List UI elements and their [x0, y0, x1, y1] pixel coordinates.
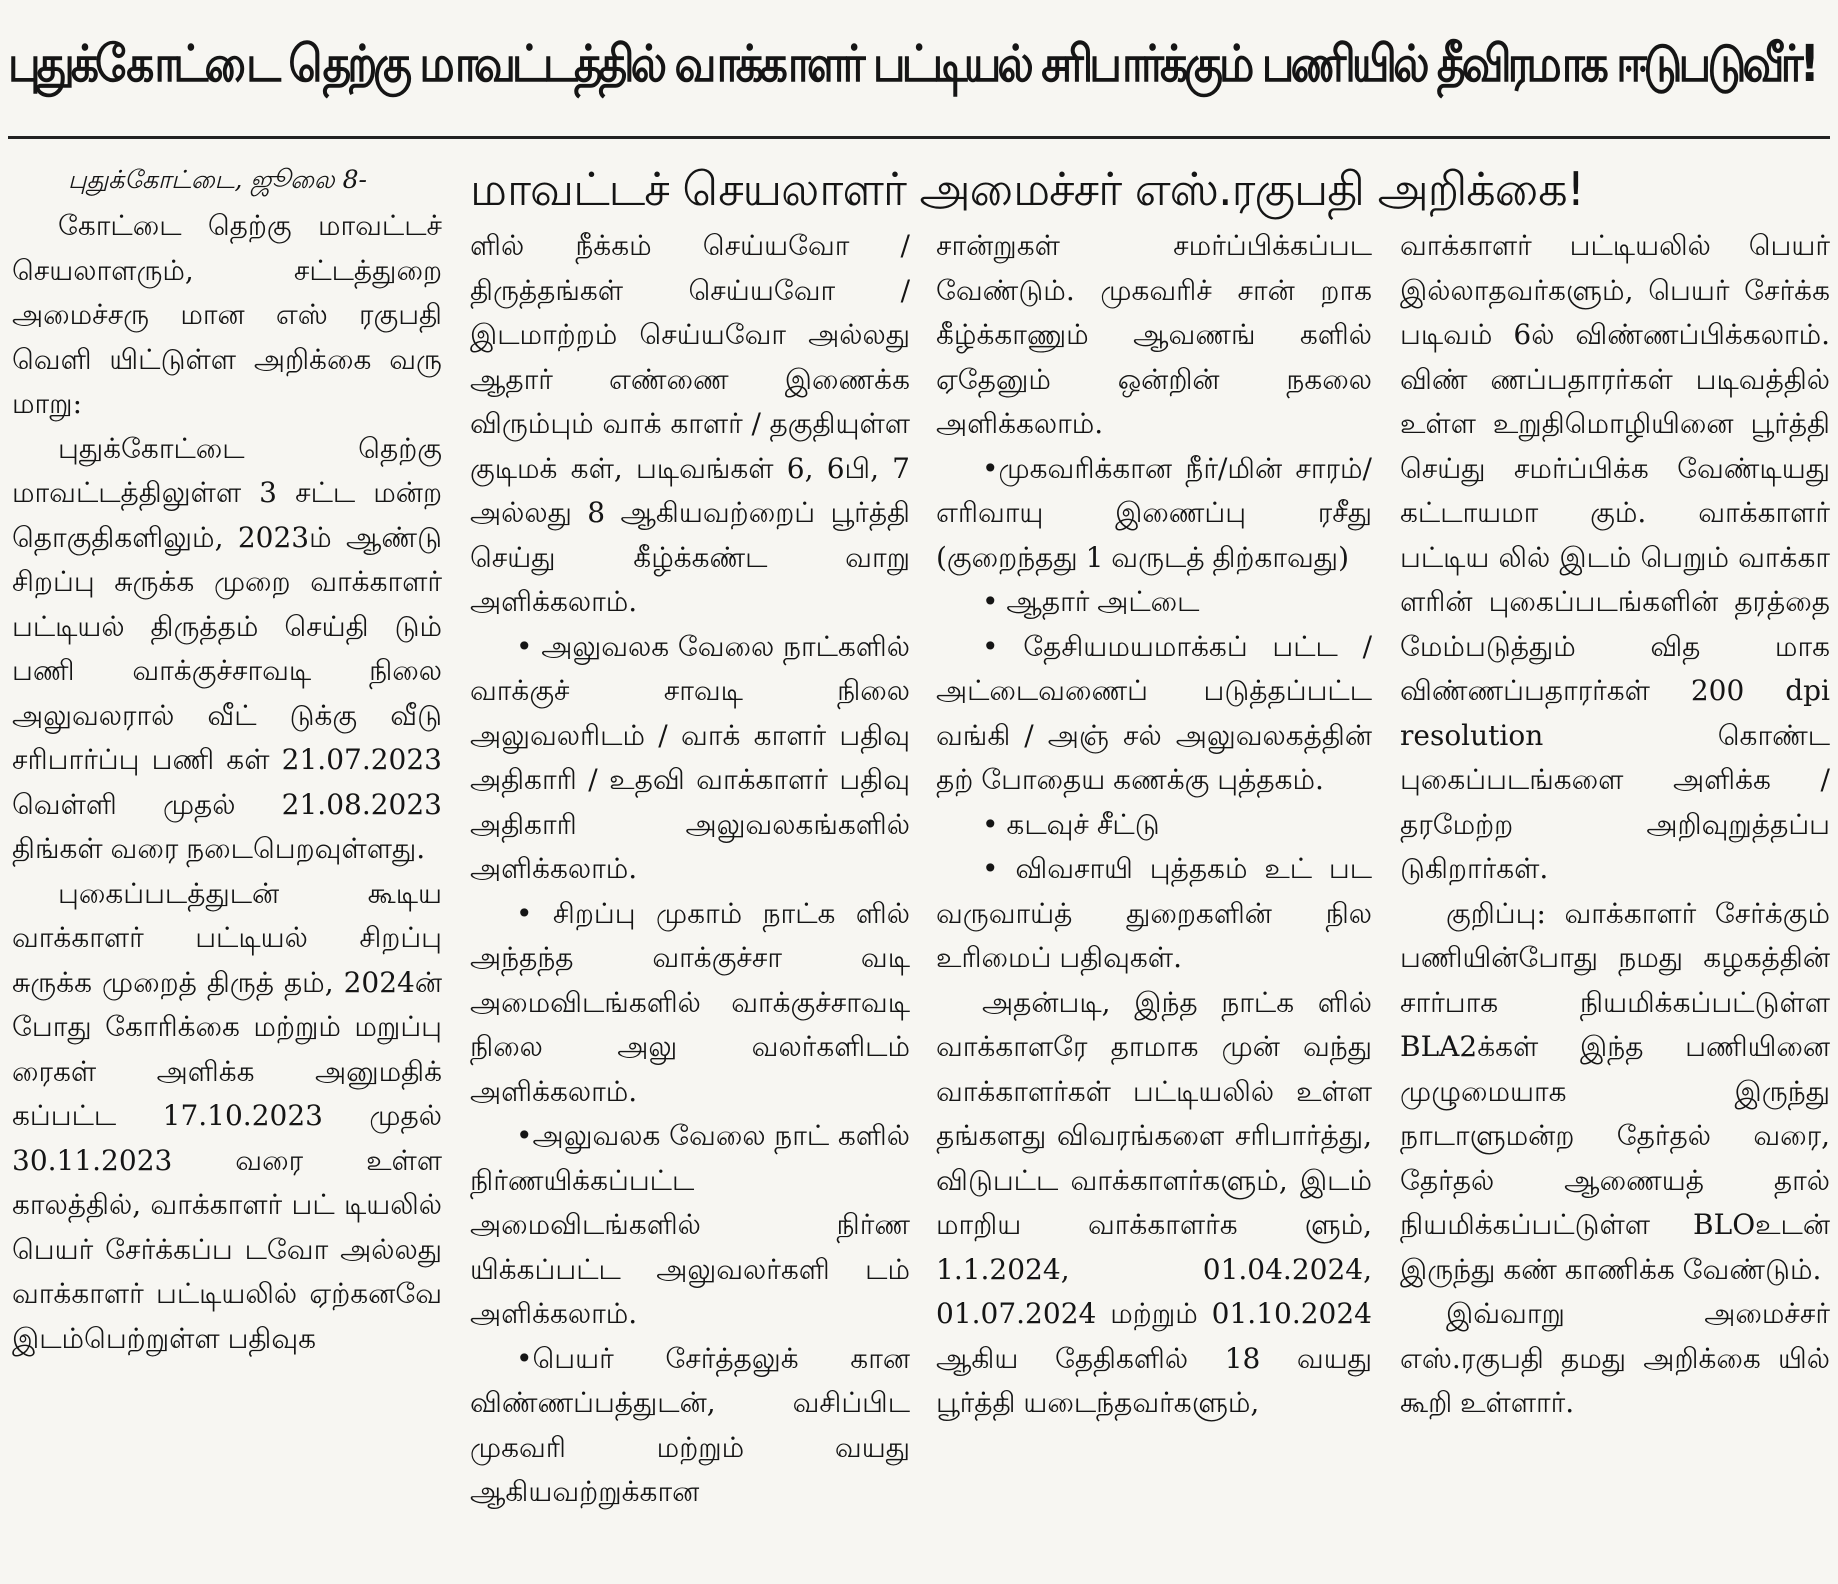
paragraph: புகைப்படத்துடன் கூடிய வாக்காளர் பட்டியல் சிறப்பு சுருக்க முறைத் திருத் தம், 2024ன் போது கோரிக்கை மற்றும் மறுப்பு ரைகள் அளிக்க அனுமதிக் கப்பட்ட 17.10.2023 முதல் 30.11.2023 வரை உள்ள காலத்தில், வாக்காளர் பட் டியலில் பெயர் சேர்க்கப்ப டவோ அல்லது வாக்காளர் பட்டியலில் ஏற்கனவே இடம்பெற்றுள்ள பதிவுக	[12, 876, 442, 1355]
column-1	[12, 156, 442, 1516]
paragraph: இவ்வாறு அமைச்சர் எஸ்.ரகுபதி தமது அறிக்கை யில் கூறி உள்ளார்.	[1400, 1297, 1830, 1419]
paragraph: குறிப்பு: வாக்காளர் சேர்க்கும் பணியின்போது நமது கழகத்தின் சார்பாக நியமிக்கப்பட்டுள்ள BLA2க்கள் இந்த பணியினை முழுமையாக இருந்து நாடாளுமன்ற தேர்தல் வரை, தேர்தல் ஆணையத் தால் நியமிக்கப்பட்டுள்ள BLOஉடன் இருந்து கண் காணிக்க வேண்டும்.	[1400, 896, 1830, 1286]
column-2	[470, 224, 910, 1584]
column-4	[1400, 224, 1830, 1584]
bullet-item: •முகவரிக்கான நீர்/மின் சாரம்/எரிவாயு இணைப்பு ரசீது (குறைந்தது 1 வருடத் திற்காவது)	[936, 451, 1372, 574]
column-3	[936, 224, 1372, 1584]
paragraph: ளில் நீக்கம் செய்யவோ / திருத்தங்கள் செய்யவோ / இடமாற்றம் செய்யவோ அல்லது ஆதார் எண்ணை இணைக்க விரும்பும் வாக் காளர் / தகுதியுள்ள குடிமக் கள், படிவங்கள் 6, 6பி, 7 அல்லது 8 ஆகியவற்றைப் பூர்த்தி செய்து கீழ்க்கண்ட வாறு அளிக்கலாம்.	[470, 229, 910, 618]
dateline: புதுக்கோட்டை, ஜூலை 8-	[68, 165, 367, 194]
paragraph: வாக்காளர் பட்டியலில் பெயர் இல்லாதவர்களும், பெயர் சேர்க்க படிவம் 6ல் விண்ணப்பிக்கலாம். விண் ணப்பதாரர்கள் படிவத்தில் உள்ள உறுதிமொழியினை பூர்த்தி செய்து சமர்ப்பிக்க வேண்டியது கட்டாயமா கும். வாக்காளர் பட்டிய லில் இடம் பெறும் வாக்கா ளரின் புகைப்படங்களின் தரத்தை மேம்படுத்தும் வித மாக விண்ணப்பதாரர்கள் 200 dpi resolution கொண்ட புகைப்படங்களை அளிக்க / தரமேற்ற அறிவுறுத்தப்ப டுகிறார்கள்.	[1400, 229, 1830, 885]
paragraph: அதன்படி, இந்த நாட்க ளில் வாக்காளரே தாமாக முன் வந்து வாக்காளர்கள் பட்டியலில் உள்ள தங்களது விவரங்களை சரிபார்த்து, விடுபட்ட வாக்காளர்களும், இடம் மாறிய வாக்காளர்க ளும், 1.1.2024, 01.04.2024, 01.07.2024 மற்றும் 01.10.2024 ஆகிய தேதிகளில் 18 வயது பூர்த்தி யடைந்தவர்களும்,	[936, 985, 1372, 1419]
headline-rule	[8, 136, 1830, 139]
bullet-item: • அலுவலக வேலை நாட்களில் வாக்குச் சாவடி நிலை அலுவலரிடம் / வாக் காளர் பதிவு அதிகாரி / உதவி வாக்காளர் பதிவு அதிகாரி அலுவலகங்களில் அளிக்கலாம்.	[470, 629, 910, 885]
paragraph: கோட்டை தெற்கு மாவட்டச் செயலாளரும், சட்டத்துறை அமைச்சரு மான எஸ் ரகுபதி வெளி யிட்டுள்ள அறிக்கை வரு மாறு:	[12, 209, 442, 420]
paragraph: புதுக்கோட்டை தெற்கு மாவட்டத்திலுள்ள 3 சட்ட மன்ற தொகுதிகளிலும், 2023ம் ஆண்டு சிறப்பு சுருக்க முறை வாக்காளர் பட்டியல் திருத்தம் செய்தி டும் பணி வாக்குச்சாவடி நிலை அலுவலரால் வீட் டுக்கு வீடு சரிபார்ப்பு பணி கள் 21.07.2023 வெள்ளி முதல் 21.08.2023 திங்கள் வரை நடைபெறவுள்ளது.	[12, 431, 442, 865]
paragraph: சான்றுகள் சமர்ப்பிக்கப்பட வேண்டும். முகவரிச் சான் றாக கீழ்க்காணும் ஆவணங் களில் ஏதேனும் ஒன்றின் நகலை அளிக்கலாம்.	[936, 229, 1372, 440]
bullet-item: •அலுவலக வேலை நாட் களில் நிர்ணயிக்கப்பட்ட அமைவிடங்களில் நிர்ண யிக்கப்பட்ட அலுவலர்களி டம் அளிக்கலாம்.	[470, 1119, 910, 1330]
bullet-item: •பெயர் சேர்த்தலுக் கான விண்ணப்பத்துடன், வசிப்பிட முகவரி மற்றும் வயது ஆகியவற்றுக்கான	[470, 1341, 910, 1508]
headline: புதுக்கோட்டை தெற்கு மாவட்டத்தில் வாக்காளர் பட்டியல் சரிபார்க்கும் பணியில் தீவிரமாக ஈடுபடுவீர்!	[8, 35, 1816, 94]
subheadline: மாவட்டச் செயலாளர் அமைச்சர் எஸ்.ரகுபதி அறிக்கை!	[470, 162, 1585, 216]
bullet-item: • விவசாயி புத்தகம் உட் பட வருவாய்த் துறைகளின் நில உரிமைப் பதிவுகள்.	[936, 852, 1372, 974]
bullet-item: • கடவுச் சீட்டு	[982, 807, 1160, 841]
bullet-item: • தேசியமயமாக்கப் பட்ட / அட்டைவணைப் படுத்தப்பட்ட வங்கி / அஞ் சல் அலுவலகத்தின் தற் போதைய கணக்கு புத்தகம்.	[936, 629, 1372, 796]
bullet-item: • சிறப்பு முகாம் நாட்க ளில் அந்தந்த வாக்குச்சா வடி அமைவிடங்களில் வாக்குச்சாவடி நிலை அலு வலர்களிடம் அளிக்கலாம்.	[470, 896, 910, 1108]
bullet-item: • ஆதார் அட்டை	[982, 585, 1200, 618]
